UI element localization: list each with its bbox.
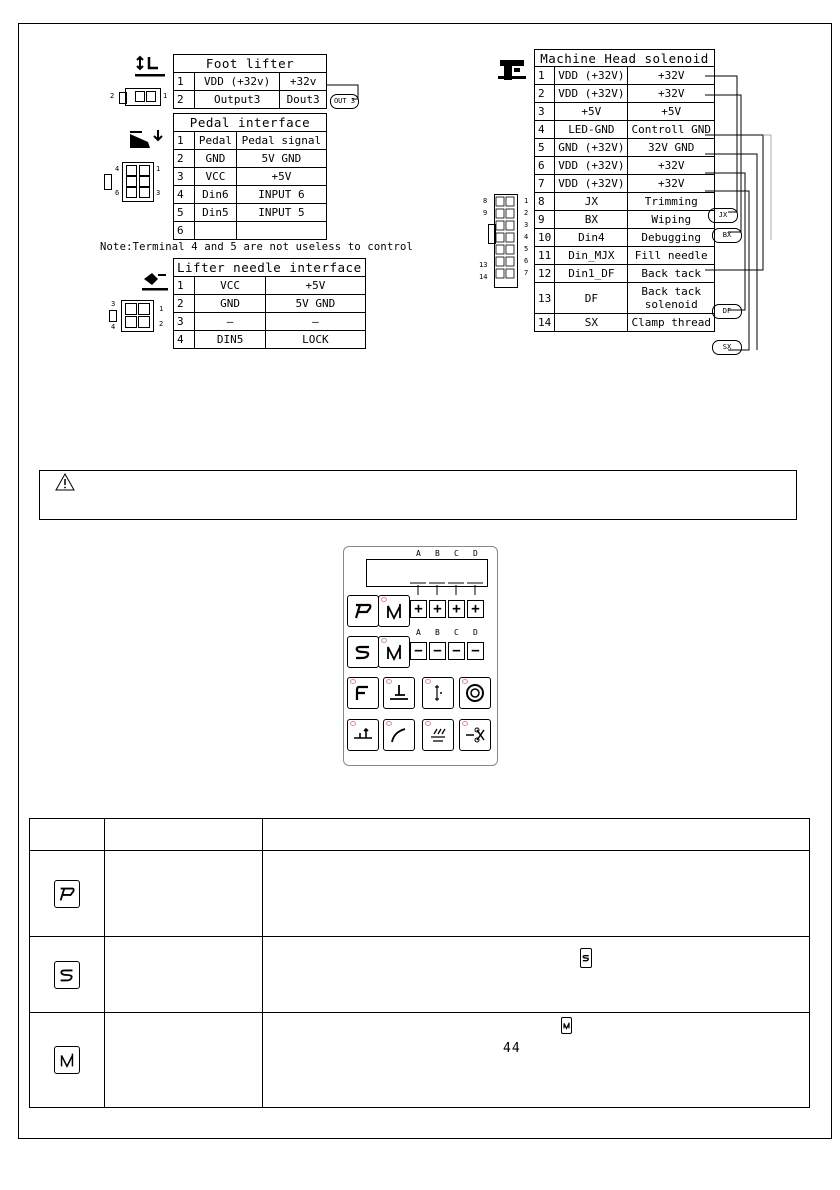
needle-key-inline-icon [561,1017,572,1034]
needle-position-key-button[interactable] [422,677,454,709]
table-row: 8 JX Trimming [535,193,715,211]
minus-d-button[interactable]: − [467,642,484,660]
display-value: 44 [503,1041,521,1056]
table-row: 11 Din_MJX Fill needle [535,247,715,265]
table-row: 10 Din4 Debugging [535,229,715,247]
pin-label: 2 [524,209,529,217]
bx-tag: BX [712,228,742,243]
column-label-a: A [416,628,421,637]
foot-lifter-title: Foot lifter [174,55,327,73]
table-row [30,937,810,1013]
minus-a-button[interactable]: − [410,642,427,660]
needle-position-icon [427,682,449,704]
table-row: 9 BX Wiping [535,211,715,229]
scissors-key-button[interactable] [459,719,491,751]
lift-key-button[interactable] [347,719,379,751]
table-row: 2 GND 5V GND [174,150,327,168]
table-row: 7 VDD (+32V) +32V [535,175,715,193]
pin-label: 6 [524,257,529,265]
machine-head-connector-cells [494,196,518,286]
machine-head-table [534,49,715,332]
needle-down-key-button[interactable] [378,636,410,668]
sx-tag: SX [712,340,742,355]
minus-c-button[interactable]: − [448,642,465,660]
column-label-b: B [435,549,440,558]
thread-key-button[interactable] [459,677,491,709]
lifter-table [173,258,366,349]
column-label-a: A [416,549,421,558]
plus-d-button[interactable]: + [467,600,484,618]
machine-head-icon [498,58,528,82]
lifter-needle-icon [140,271,170,293]
pin-label: 7 [524,269,529,277]
table-row: 1 Pedal Pedal signal [174,132,327,150]
table-row: 3 VCC +5V [174,168,327,186]
table-row: 1 VCC +5V [174,277,366,295]
plus-a-button[interactable]: + [410,600,427,618]
thread-spool-icon [464,682,486,704]
s-key-button[interactable] [347,636,379,668]
df-tag: DF [712,304,742,319]
pin-label: 13 [479,261,488,269]
pin-label: 1 [524,197,529,205]
f-key-icon [352,682,374,704]
pin-label: 9 [483,209,488,217]
table-row: 3 — — [174,313,366,331]
curve-icon [388,724,410,746]
p-key-icon [54,880,80,908]
needle-key-icon [383,641,405,663]
table-row: 1 VDD (+32V) +32V [535,67,715,85]
pedal-icon [128,128,164,150]
needle-key-icon [54,1046,80,1074]
pin-label: 3 [524,221,529,229]
table-row: 4 DIN5 LOCK [174,331,366,349]
needle-up-key-button[interactable] [378,595,410,627]
table-row: 6 VDD (+32V) +32V [535,157,715,175]
table-row: 2 Output3 Dout3 [174,91,327,109]
table-row: 5 Din5 INPUT 5 [174,204,327,222]
terminal-note: Note:Terminal 4 and 5 are not useless to control [100,241,414,253]
lifter-connector: 3 1 4 2 [111,300,164,331]
p-key-icon [352,600,374,622]
table-row: 13 DF Back tack solenoid [535,283,715,314]
curve-key-button[interactable] [383,719,415,751]
table-row: 1 VDD (+32v) +32v [174,73,327,91]
column-label-d: D [473,549,478,558]
table-row: 12 Din1_DF Back tack [535,265,715,283]
foot-lifter-table [173,54,327,109]
plus-b-button[interactable]: + [429,600,446,618]
s-key-icon [54,961,80,989]
table-row: 2 VDD (+32V) +32V [535,85,715,103]
s-key-inline-icon [580,948,592,968]
stitch-count-key-button[interactable] [422,719,454,751]
lifter-title: Lifter needle interface [174,259,366,277]
p-key-button[interactable] [347,595,379,627]
table-row: 2 GND 5V GND [174,295,366,313]
column-label-c: C [454,628,459,637]
table-row [30,1013,810,1108]
scissors-icon [464,724,486,746]
s-key-icon [352,641,374,663]
warning-box [39,470,797,520]
minus-b-button[interactable]: − [429,642,446,660]
table-row: 6 [174,222,327,240]
warning-triangle-icon [55,473,75,491]
foot-lifter-icon [134,55,166,79]
table-row [30,851,810,937]
machine-head-title: Machine Head solenoid [535,50,715,67]
out3-tag: OUT 3 [330,94,359,109]
presser-foot-icon [388,682,410,704]
column-label-c: C [454,549,459,558]
foot-lifter-connector: 2 1 [119,88,161,106]
table-row: 14 SX Clamp thread [535,314,715,332]
foot-lift-icon [352,724,374,746]
function-table [29,818,810,1108]
table-row: 4 LED-GND Controll GND [535,121,715,139]
pin-label: 5 [524,245,529,253]
plus-c-button[interactable]: + [448,600,465,618]
pedal-title: Pedal interface [174,114,327,132]
column-label-b: B [435,628,440,637]
table-row: 3 +5V +5V [535,103,715,121]
f-key-button[interactable] [347,677,379,709]
presser-foot-key-button[interactable] [383,677,415,709]
table-row: 5 GND (+32V) 32V GND [535,139,715,157]
pedal-table [173,113,327,240]
jx-tag: JX [708,208,738,223]
column-label-d: D [473,628,478,637]
pin-label: 4 [524,233,529,241]
pedal-connector: 4 1 6 3 [104,162,162,202]
needle-key-icon [383,600,405,622]
pin-label: 8 [483,197,488,205]
table-header-row [30,819,810,851]
control-panel [343,546,498,766]
stitch-count-icon [427,724,449,746]
table-row: 4 Din6 INPUT 6 [174,186,327,204]
pin-label: 14 [479,273,488,281]
